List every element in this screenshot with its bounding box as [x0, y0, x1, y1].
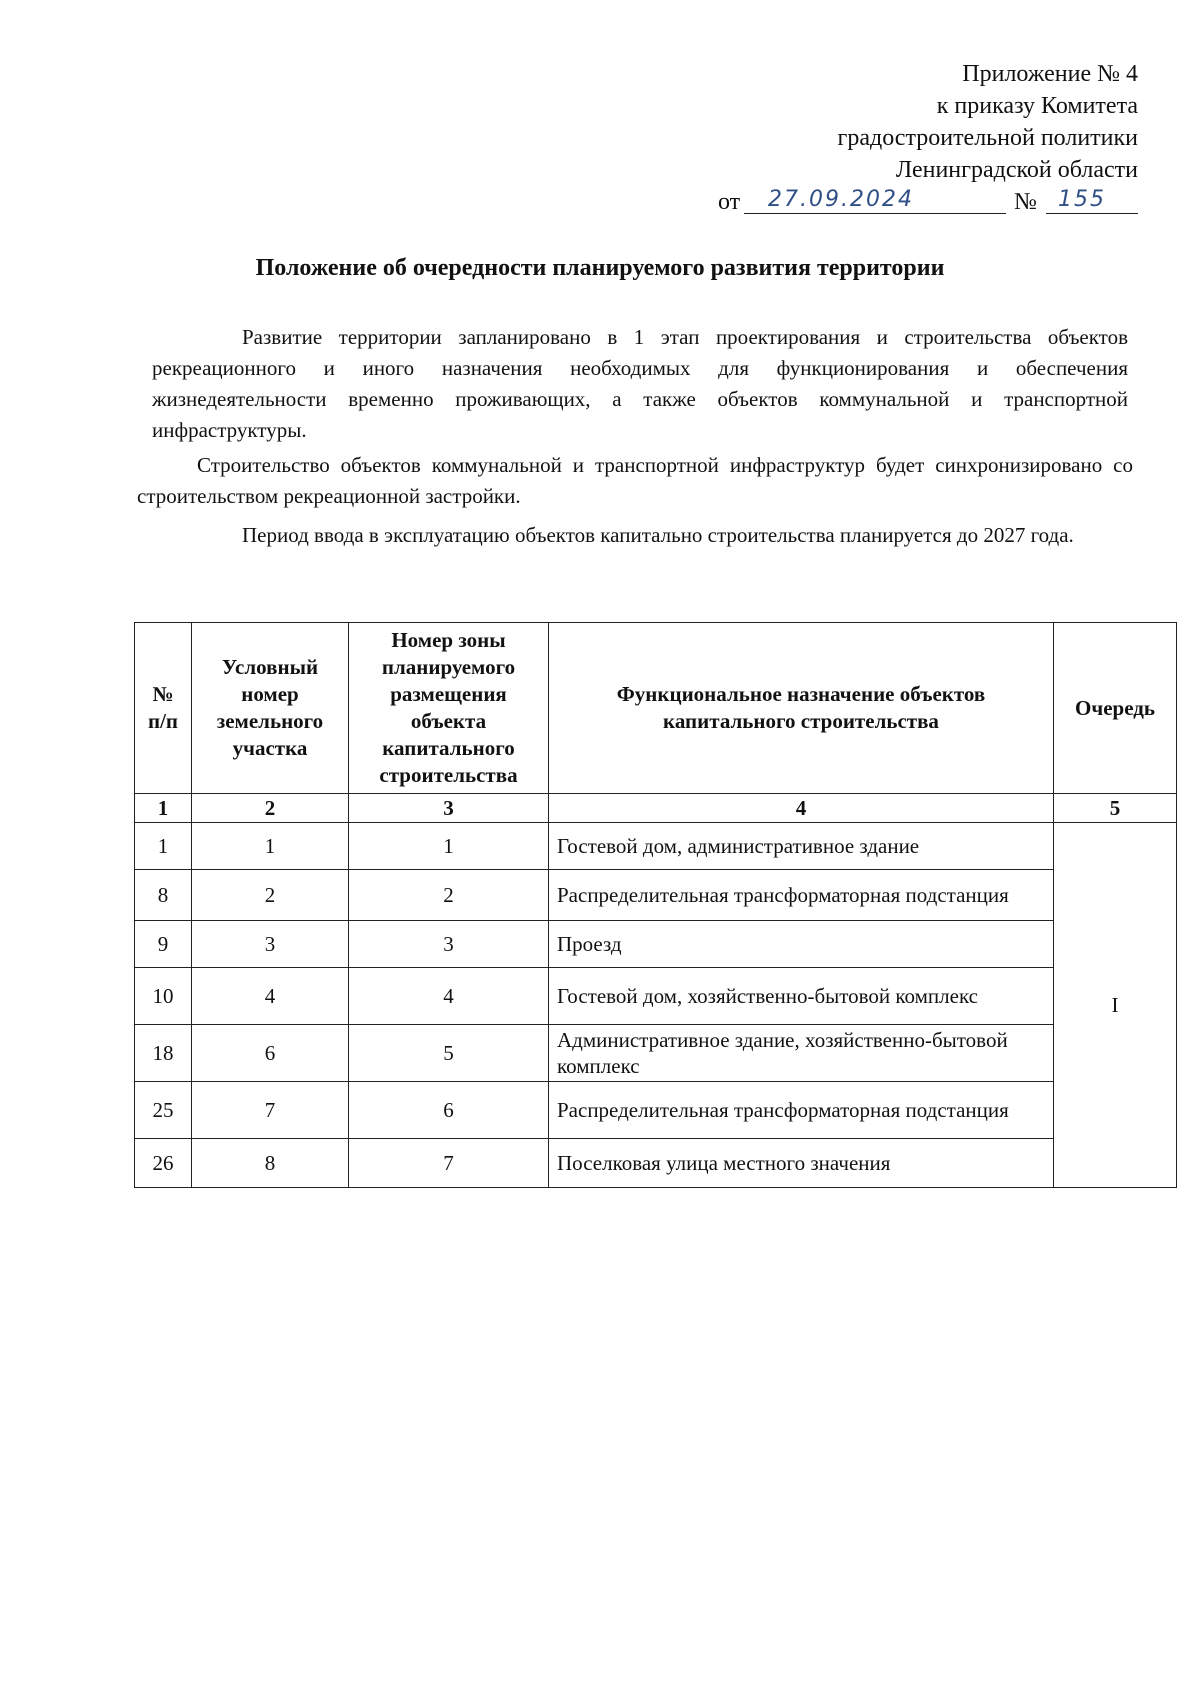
paragraph-commissioning: Период ввода в эксплуатацию объектов капитально строительства планируется до 2027 года. — [242, 523, 1074, 547]
cell-num: 26 — [135, 1139, 192, 1188]
cell-purpose: Распределительная трансформаторная подстанция — [549, 1082, 1054, 1139]
cell-plot: 8 — [192, 1139, 349, 1188]
column-number: 4 — [549, 794, 1054, 823]
cell-purpose: Распределительная трансформаторная подстанция — [549, 870, 1054, 921]
cell-zone: 4 — [349, 968, 549, 1025]
order-date-handwritten: 27.09.2024 — [768, 187, 914, 212]
appendix-line: Приложение № 4 — [962, 61, 1138, 87]
column-number: 3 — [349, 794, 549, 823]
appendix-header — [837, 58, 1138, 186]
header-plot: Условный номер земельного участка — [192, 623, 349, 794]
appendix-line: к приказу Комитета — [936, 93, 1138, 119]
column-number: 1 — [135, 794, 192, 823]
cell-purpose: Административное здание, хозяйственно-бытовой комплекс — [549, 1025, 1054, 1082]
cell-zone: 6 — [349, 1082, 549, 1139]
table-row — [135, 1082, 1177, 1139]
cell-zone: 2 — [349, 870, 549, 921]
header-zone: Номер зоны планируемого размещения объекта капитального строительства — [349, 623, 549, 794]
column-number-row — [135, 794, 1177, 823]
development-queue-table — [134, 622, 1177, 1188]
number-prefix: № — [1014, 189, 1037, 215]
cell-zone: 3 — [349, 921, 549, 968]
appendix-line: градостроительной политики — [837, 125, 1138, 151]
cell-plot: 4 — [192, 968, 349, 1025]
cell-plot: 7 — [192, 1082, 349, 1139]
document-title: Положение об очередности планируемого развития территории — [255, 255, 945, 281]
order-date-number-line — [718, 186, 1138, 222]
date-prefix: от — [718, 189, 741, 215]
cell-num: 9 — [135, 921, 192, 968]
table-row — [135, 968, 1177, 1025]
table-row — [135, 1139, 1177, 1188]
cell-zone: 1 — [349, 823, 549, 870]
cell-plot: 2 — [192, 870, 349, 921]
number-underline — [1046, 213, 1138, 214]
paragraph-construction: Строительство объектов коммунальной и транспортной инфраструктур будет синхронизировано со строительством рекреационной застройки. — [137, 453, 1133, 508]
cell-purpose: Поселковая улица местного значения — [549, 1139, 1054, 1188]
cell-zone: 5 — [349, 1025, 549, 1082]
cell-num: 10 — [135, 968, 192, 1025]
cell-num: 18 — [135, 1025, 192, 1082]
cell-purpose: Гостевой дом, хозяйственно-бытовой комплекс — [549, 968, 1054, 1025]
cell-zone: 7 — [349, 1139, 549, 1188]
paragraph-development: Развитие территории запланировано в 1 этап проектирования и строительства объектов рекреационного и иного назначения необходимых для функционирования и обеспечения жизнедеятельности временно проживающих, а также объектов коммунальной и транспортной инфраструктуры. — [152, 325, 1128, 442]
cell-plot: 3 — [192, 921, 349, 968]
cell-plot: 6 — [192, 1025, 349, 1082]
appendix-line: Ленинградской области — [895, 157, 1138, 183]
cell-num: 8 — [135, 870, 192, 921]
table-row — [135, 870, 1177, 921]
table-header-row — [135, 623, 1177, 794]
column-number: 5 — [1054, 794, 1177, 823]
header-num: № п/п — [135, 623, 192, 794]
cell-purpose: Гостевой дом, административное здание — [549, 823, 1054, 870]
cell-purpose: Проезд — [549, 921, 1054, 968]
cell-num: 1 — [135, 823, 192, 870]
header-queue: Очередь — [1054, 623, 1177, 794]
column-number: 2 — [192, 794, 349, 823]
order-number-handwritten: 155 — [1058, 187, 1106, 212]
cell-num: 25 — [135, 1082, 192, 1139]
cell-queue: I — [1054, 823, 1177, 1188]
date-underline — [744, 213, 1006, 214]
table-row — [135, 921, 1177, 968]
cell-plot: 1 — [192, 823, 349, 870]
table-row — [135, 823, 1177, 870]
table-row — [135, 1025, 1177, 1082]
header-purpose: Функциональное назначение объектов капитального строительства — [549, 623, 1054, 794]
